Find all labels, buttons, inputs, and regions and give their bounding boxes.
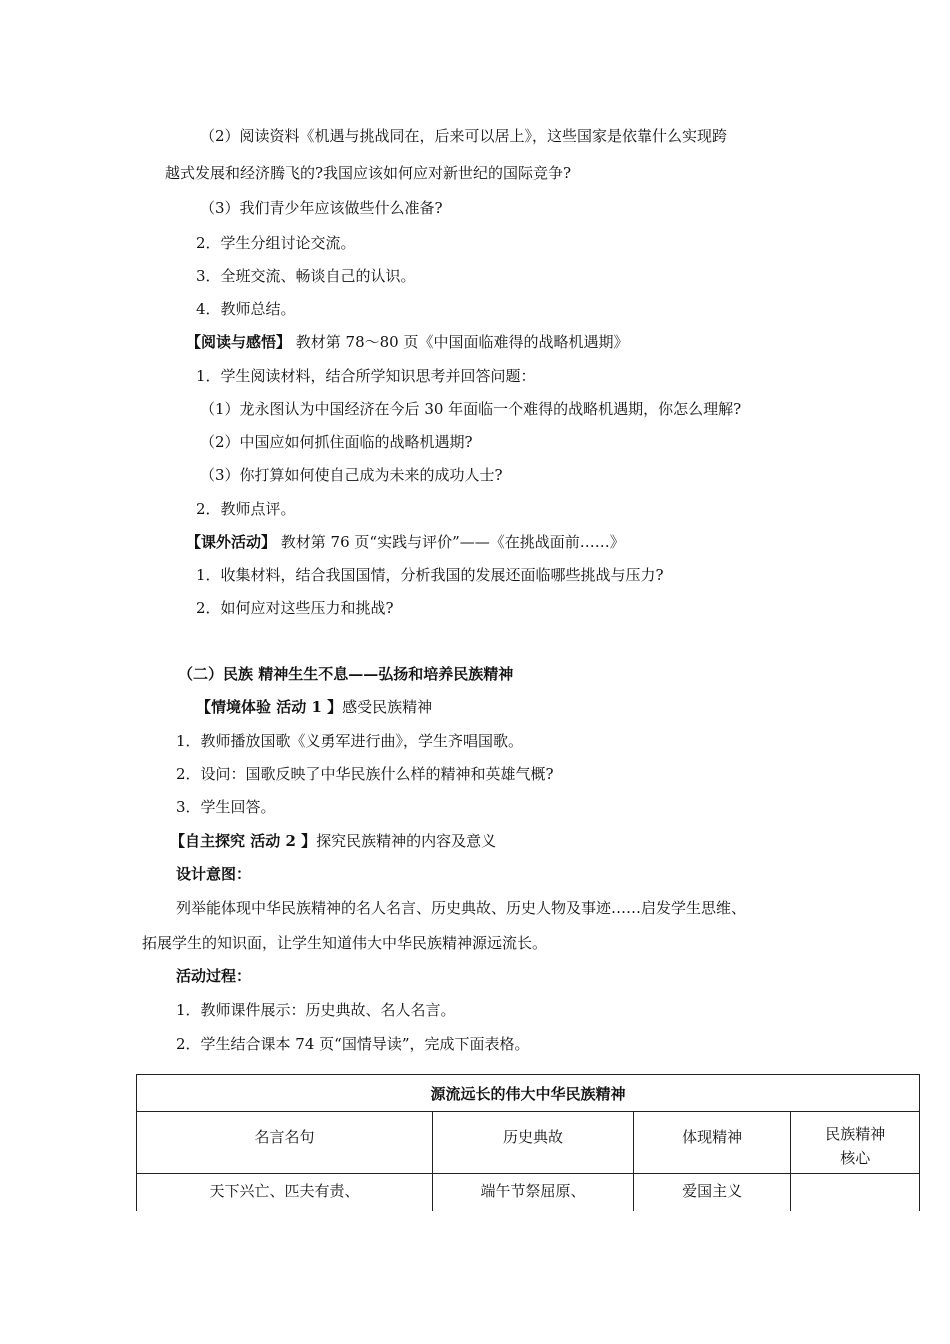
activity-1-step-2: 2．设问：国歌反映了中华民族什么样的精神和英雄气概?: [176, 765, 554, 783]
extracurricular-label: 【课外活动】: [186, 533, 277, 551]
reading-text: 教材第 78～80 页《中国面临难得的战略机遇期》: [291, 333, 629, 351]
question-2-line1: （2）阅读资料《机遇与挑战同在，后来可以居上》，这些国家是依靠什么实现跨: [200, 127, 728, 145]
activity-process-label: 活动过程：: [176, 967, 252, 985]
process-step-1: 1．教师课件展示：历史典故、名人名言。: [176, 1001, 456, 1019]
step-3: 3．全班交流、畅谈自己的认识。: [196, 267, 416, 285]
reading-section: [186, 332, 629, 352]
table-title: 源流远长的伟大中华民族精神: [137, 1075, 920, 1112]
header-stories: 历史典故: [433, 1112, 634, 1174]
header-core-line2: 核心: [840, 1149, 871, 1167]
extracurricular-text: 教材第 76 页“实践与评价”——《在挑战面前……》: [276, 533, 625, 551]
extracurricular-step-2: 2．如何应对这些压力和挑战?: [196, 599, 394, 617]
activity-2-label: 【自主探究 活动 2 】: [170, 832, 317, 850]
design-intent-line1: 列举能体现中华民族精神的名人名言、历史典故、历史人物及事迹……启发学生思维、: [176, 899, 747, 917]
design-intent-label: 设计意图：: [176, 865, 252, 883]
activity-1-step-1: 1．教师播放国歌《义勇军进行曲》，学生齐唱国歌。: [176, 732, 524, 750]
header-core-line1: 民族精神: [825, 1125, 886, 1143]
step-2: 2．学生分组讨论交流。: [196, 234, 356, 252]
header-quotes: 名言名句: [137, 1112, 433, 1174]
question-3: （3）我们青少年应该做些什么准备?: [200, 199, 443, 217]
process-step-2: 2．学生结合课本 74 页“国情导读”，完成下面表格。: [176, 1035, 530, 1053]
cell-quote-1: 天下兴亡、匹夫有责、: [137, 1174, 433, 1211]
reading-label: 【阅读与感悟】: [186, 333, 292, 351]
reading-q2: （2）中国应如何抓住面临的战略机遇期?: [200, 433, 473, 451]
extracurricular-step-1: 1．收集材料，结合我国国情，分析我国的发展还面临哪些挑战与压力?: [196, 566, 664, 584]
cell-story-1: 端午节祭屈原、: [433, 1174, 634, 1211]
header-core: [791, 1112, 920, 1174]
reading-step-2: 2．教师点评。: [196, 500, 296, 518]
extracurricular-section: [186, 532, 625, 552]
design-intent-line2: 拓展学生的知识面，让学生知道伟大中华民族精神源远流长。: [142, 934, 548, 952]
activity-1-label: 【情境体验 活动 1 】: [196, 698, 343, 716]
reading-step-1: 1．学生阅读材料，结合所学知识思考并回答问题：: [196, 367, 536, 385]
reading-q3: （3）你打算如何使自己成为未来的成功人士?: [200, 466, 503, 484]
section-2-heading: （二）民族 精神生生不息——弘扬和培养民族精神: [178, 665, 514, 683]
cell-core-1: [791, 1174, 920, 1211]
question-2-line2: 越式发展和经济腾飞的?我国应该如何应对新世纪的国际竞争?: [165, 164, 572, 182]
reading-q1: （1）龙永图认为中国经济在今后 30 年面临一个难得的战略机遇期，你怎么理解?: [200, 400, 742, 418]
cell-spirit-1: 爱国主义: [633, 1174, 791, 1211]
activity-2-text: 探究民族精神的内容及意义: [316, 832, 497, 850]
activity-2: [170, 831, 496, 851]
national-spirit-table: [136, 1074, 920, 1211]
activity-1-step-3: 3．学生回答。: [176, 798, 276, 816]
activity-1: [196, 697, 432, 717]
header-spirit: 体现精神: [633, 1112, 791, 1174]
step-4: 4．教师总结。: [196, 300, 296, 318]
activity-1-text: 感受民族精神: [342, 698, 433, 716]
